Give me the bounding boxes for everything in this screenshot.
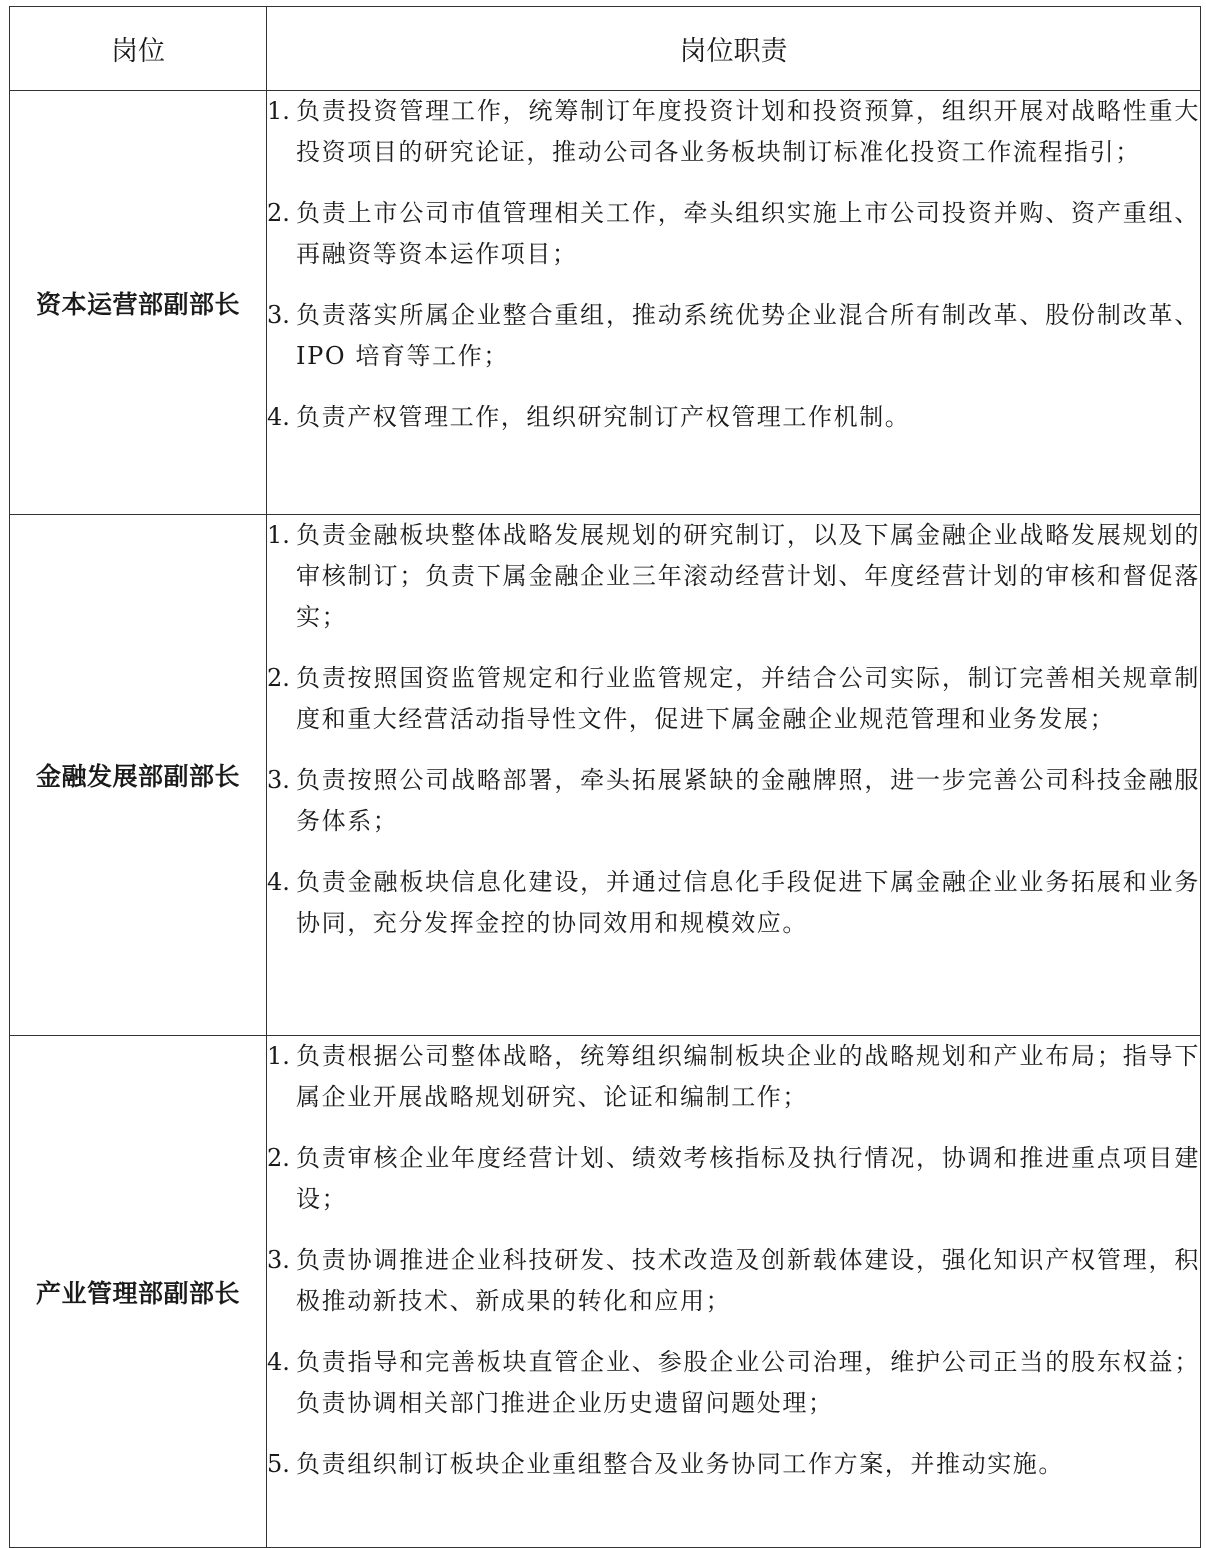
duty-text: 负责组织制订板块企业重组整合及业务协同工作方案，并推动实施。	[296, 1450, 1064, 1478]
duty-text: 负责指导和完善板块直管企业、参股企业公司治理，维护公司正当的股东权益；负责协调相关部门推进企业历史遗留问题处理；	[296, 1348, 1200, 1417]
duty-item	[267, 862, 1200, 944]
table-row	[10, 515, 1201, 1036]
duty-text: 负责协调推进企业科技研发、技术改造及创新载体建设，强化知识产权管理，积极推动新技术、新成果的转化和应用；	[296, 1246, 1200, 1315]
duty-item	[267, 760, 1200, 842]
header-position: 岗位	[10, 7, 267, 91]
duty-item	[267, 1444, 1200, 1485]
duty-item	[267, 1036, 1200, 1118]
duty-number: 1.	[267, 521, 290, 549]
duty-number: 4.	[267, 1348, 290, 1376]
duty-item	[267, 658, 1200, 740]
duty-number: 3.	[267, 301, 290, 329]
duty-item	[267, 1342, 1200, 1424]
position-cell: 资本运营部副部长	[10, 91, 267, 515]
duty-text: 负责产权管理工作，组织研究制订产权管理工作机制。	[296, 403, 911, 431]
duty-text: 负责落实所属企业整合重组，推动系统优势企业混合所有制改革、股份制改革、IPO 培育等工作；	[296, 301, 1200, 370]
duty-text: 负责上市公司市值管理相关工作，牵头组织实施上市公司投资并购、资产重组、再融资等资本运作项目；	[296, 199, 1200, 268]
duties-table	[9, 6, 1201, 1548]
duty-text: 负责审核企业年度经营计划、绩效考核指标及执行情况，协调和推进重点项目建设；	[296, 1144, 1200, 1213]
duties-cell	[267, 515, 1201, 1036]
duties-cell	[267, 91, 1201, 515]
table-row	[10, 91, 1201, 515]
duty-number: 2.	[267, 1144, 290, 1172]
duty-item	[267, 515, 1200, 638]
duty-item	[267, 91, 1200, 173]
duty-text: 负责按照国资监管规定和行业监管规定，并结合公司实际，制订完善相关规章制度和重大经营活动指导性文件，促进下属金融企业规范管理和业务发展；	[296, 664, 1200, 733]
duty-number: 4.	[267, 868, 290, 896]
duty-number: 1.	[267, 1042, 290, 1070]
position-cell: 金融发展部副部长	[10, 515, 267, 1036]
duty-number: 2.	[267, 199, 290, 227]
duty-number: 1.	[267, 97, 290, 125]
duty-text: 负责根据公司整体战略，统筹组织编制板块企业的战略规划和产业布局；指导下属企业开展战略规划研究、论证和编制工作；	[296, 1042, 1200, 1111]
duty-number: 5.	[267, 1450, 290, 1478]
duty-item	[267, 397, 1200, 438]
table-row	[10, 1036, 1201, 1548]
header-duties: 岗位职责	[267, 7, 1201, 91]
duties-cell	[267, 1036, 1201, 1548]
position-cell: 产业管理部副部长	[10, 1036, 267, 1548]
duty-item	[267, 295, 1200, 377]
duty-text: 负责金融板块整体战略发展规划的研究制订，以及下属金融企业战略发展规划的审核制订；负责下属金融企业三年滚动经营计划、年度经营计划的审核和督促落实；	[296, 521, 1200, 631]
duty-text: 负责金融板块信息化建设，并通过信息化手段促进下属金融企业业务拓展和业务协同，充分发挥金控的协同效用和规模效应。	[296, 868, 1200, 937]
duty-item	[267, 1240, 1200, 1322]
duty-number: 4.	[267, 403, 290, 431]
duty-number: 3.	[267, 766, 290, 794]
duty-item	[267, 1138, 1200, 1220]
duty-item	[267, 193, 1200, 275]
duty-number: 3.	[267, 1246, 290, 1274]
header-row	[10, 7, 1201, 91]
duty-text: 负责投资管理工作，统筹制订年度投资计划和投资预算，组织开展对战略性重大投资项目的研究论证，推动公司各业务板块制订标准化投资工作流程指引；	[296, 97, 1200, 166]
duty-number: 2.	[267, 664, 290, 692]
duty-text: 负责按照公司战略部署，牵头拓展紧缺的金融牌照，进一步完善公司科技金融服务体系；	[296, 766, 1200, 835]
